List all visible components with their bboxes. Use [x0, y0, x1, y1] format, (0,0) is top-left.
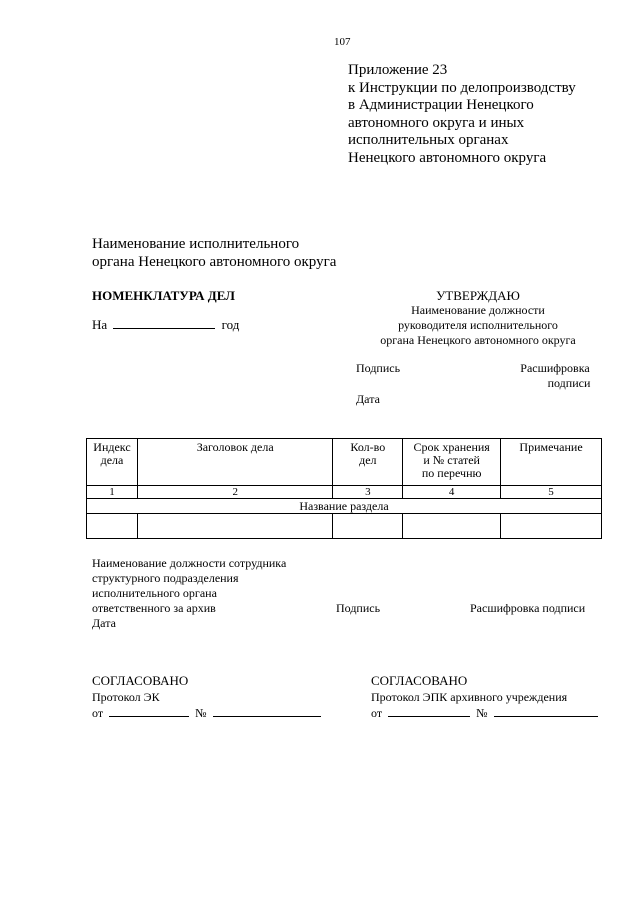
appendix-note [348, 62, 576, 167]
responsible-signature-label: Подпись [336, 601, 381, 615]
agreement-number-field[interactable] [494, 705, 598, 717]
table-row [87, 514, 602, 539]
agreement-date-field[interactable] [388, 705, 470, 717]
appendix-line: к Инструкции по делопроизводству [348, 79, 576, 96]
column-number: 1 [87, 486, 138, 499]
approval-line: руководителя исполнительного [398, 318, 558, 332]
responsible-line: Наименование должности сотрудника [92, 556, 287, 570]
decode-line: подписи [547, 376, 591, 390]
column-number: 3 [333, 486, 403, 499]
column-header-index: Индекс дела [87, 439, 138, 486]
column-header-note: Примечание [501, 439, 602, 486]
agreement-from-line: от № [371, 705, 598, 721]
column-number: 2 [137, 486, 332, 499]
page-number: 107 [334, 36, 351, 48]
table-header-row [87, 439, 602, 486]
table-section-row [87, 499, 602, 514]
agreement-from-line: от № [92, 705, 321, 721]
year-blank-field[interactable] [113, 317, 215, 329]
table-cell[interactable] [137, 514, 332, 539]
column-number: 5 [501, 486, 602, 499]
appendix-line: автономного округа и иных [348, 114, 525, 131]
column-header-retention: Срок хранения и № статей по перечню [403, 439, 501, 486]
organization-line: Наименование исполнительного [92, 236, 300, 252]
agreement-protocol: Протокол ЭПК архивного учреждения [371, 690, 568, 704]
responsible-line: структурного подразделения [92, 571, 239, 585]
agreement-date-field[interactable] [109, 705, 189, 717]
column-header-count: Кол-во дел [333, 439, 403, 486]
table-cell[interactable] [501, 514, 602, 539]
agreement-number-field[interactable] [213, 705, 321, 717]
year-prefix: На [92, 317, 108, 332]
decode-line: Расшифровка [520, 361, 590, 375]
responsible-line: ответственного за архив [92, 601, 216, 615]
approval-title: УТВЕРЖДАЮ [436, 288, 520, 303]
appendix-line: Приложение 23 [348, 62, 448, 78]
approval-line: органа Ненецкого автономного округа [380, 333, 576, 347]
column-number: 4 [403, 486, 501, 499]
year-suffix: год [221, 317, 240, 332]
approval-block [338, 288, 618, 348]
responsible-block [92, 556, 286, 631]
section-title: Название раздела [87, 499, 602, 514]
responsible-decode-label: Расшифровка подписи [470, 601, 586, 615]
agreement-block-epk [371, 673, 598, 721]
table-cell[interactable] [87, 514, 138, 539]
nomenclature-table [86, 438, 602, 539]
responsible-line: исполнительного органа [92, 586, 217, 600]
agreement-title: СОГЛАСОВАНО [92, 673, 189, 688]
table-cell[interactable] [403, 514, 501, 539]
appendix-line: в Администрации Ненецкого [348, 97, 534, 113]
approval-decode-label [500, 361, 610, 391]
approval-signature-label: Подпись [356, 361, 401, 375]
agreement-block-ek [92, 673, 321, 721]
appendix-line: исполнительных органах [348, 132, 509, 148]
agreement-protocol: Протокол ЭК [92, 690, 160, 704]
table-cell[interactable] [333, 514, 403, 539]
organization-name [92, 235, 336, 271]
column-header-title: Заголовок дела [137, 439, 332, 486]
responsible-date: Дата [92, 616, 116, 630]
approval-date-label: Дата [356, 392, 380, 406]
organization-line: органа Ненецкого автономного округа [92, 254, 337, 270]
appendix-line: Ненецкого автономного округа [348, 149, 547, 166]
approval-line: Наименование должности [411, 303, 545, 317]
nomenclature-title: НОМЕНКЛАТУРА ДЕЛ [92, 288, 235, 303]
year-line [92, 317, 239, 333]
table-number-row [87, 486, 602, 499]
agreement-title: СОГЛАСОВАНО [371, 673, 468, 688]
